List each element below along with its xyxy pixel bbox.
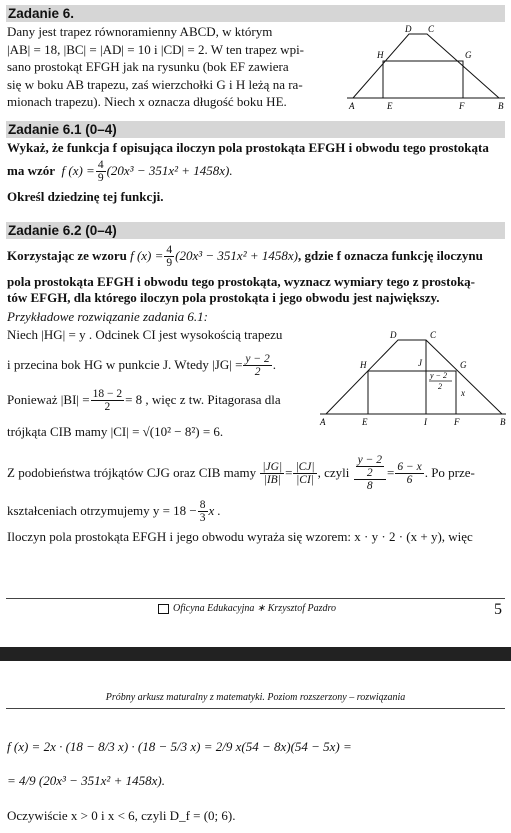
fig2-label-A: A: [320, 417, 326, 427]
task6-line3: sano prostokąt EFGH jak na rysunku (bok EF zawiera: [7, 59, 289, 74]
task6-line1: Dany jest trapez równoramienny ABCD, w którym: [7, 24, 273, 39]
task61-line1: Wykaż, że funkcja f opisująca iloczyn pola prostokąta EFGH i obwodu tego prostokąta: [7, 140, 489, 155]
fig2-label-B: B: [500, 417, 506, 427]
fig2-label-I: I: [424, 417, 427, 427]
fig-label-H: H: [377, 50, 384, 60]
solution-line4: trójkąta CIB mamy |CI| = √(10² − 8²) = 6.: [7, 424, 224, 439]
fig-label-D: D: [405, 24, 412, 34]
task61-line3: Określ dziedzinę tej funkcji.: [7, 189, 164, 204]
footer-publisher: Oficyna Edukacyjna ∗ Krzysztof Pazdro: [158, 603, 336, 614]
fig-label-G: G: [465, 50, 472, 60]
trapezoid-figure-2: [318, 330, 508, 430]
footer-rule: [6, 598, 505, 599]
fig-label-C: C: [428, 24, 435, 34]
fig2-frac-num: y − 2: [430, 371, 447, 380]
fig2-label-x: x: [461, 388, 465, 398]
solution-line1: Niech |HG| = y . Odcinek CI jest wysokością trapezu: [7, 327, 283, 342]
task62-line2: pola prostokąta EFGH i obwodu tego prostokąta, wyznacz wymiary tego z prostoką-: [7, 274, 475, 289]
task6-line5: mionach trapezu). Niech x oznacza długość boku HE.: [7, 94, 287, 109]
trapezoid-figure: [345, 24, 507, 112]
fig2-label-G: G: [460, 360, 467, 370]
fraction-4-9: $\frac{4}{9}$: [97, 158, 104, 184]
fig2-frac-den: 2: [438, 382, 442, 391]
fig2-label-J: J: [418, 358, 422, 368]
fig-label-A: A: [349, 101, 355, 111]
task6-text: [7, 23, 347, 111]
fig2-label-E: E: [362, 417, 368, 427]
fig-label-F: F: [459, 101, 465, 111]
page2-header: Próbny arkusz maturalny z matematyki. Poziom rozszerzony – rozwiązania: [105, 692, 406, 703]
page-break-band: [0, 647, 511, 661]
publisher-logo-icon: [158, 604, 169, 614]
fig2-label-D: D: [390, 330, 397, 340]
fig-label-B: B: [498, 101, 504, 111]
fig2-label-H: H: [360, 360, 367, 370]
task6-line2: |AB| = 18, |BC| = |AD| = 10 i |CD| = 2. W ten trapez wpi-: [7, 41, 305, 57]
task61-line2: ma wzór f (x) = $\frac{4}{9}$ (20x³ − 351x² + 1458x).: [7, 158, 233, 184]
page2-formula3: Oczywiście x > 0 i x < 6, czyli D_f = (0; 6).: [7, 808, 236, 823]
task6-header: Zadanie 6.: [6, 5, 505, 22]
task62-line1: Korzystając ze wzoru f (x) = $\frac{4}{9}$ (20x³ − 351x² + 1458x) , gdzie f oznacza funkcję iloczynu: [7, 243, 483, 269]
task62-header: Zadanie 6.2 (0–4): [6, 222, 505, 239]
page-number: 5: [494, 601, 502, 618]
fig2-label-C: C: [430, 330, 437, 340]
solution-line6: kształceniach otrzymujemy y = 18 − $\frac{8}{3}$ x .: [7, 498, 221, 524]
solution-title: Przykładowe rozwiązanie zadania 6.1:: [7, 309, 209, 324]
solution-line5: Z podobieństwa trójkątów CJG oraz CIB mamy $\frac{|JG|}{|IB|}$ = $\frac{|CJ|}{|CI|}$ , czyli $\frac{\frac{y - 2}{2}}{8}$ = $\frac{6 - x}{6}$ . Po prze-: [7, 454, 475, 492]
solution-line3: Ponieważ |BI| = $\frac{18 - 2}{2}$ = 8 , więc z tw. Pitagorasa dla: [7, 387, 281, 413]
task62-line3: tów EFGH, dla którego iloczyn pola prostokąta i jego obwodu jest największy.: [7, 290, 440, 305]
solution-line7: Iloczyn pola prostokąta EFGH i jego obwodu wyraża się wzorem: x · y · 2 · (x + y), więc: [7, 529, 473, 544]
page2-formula2: = 4/9 (20x³ − 351x² + 1458x).: [7, 773, 165, 788]
task61-header: Zadanie 6.1 (0–4): [6, 121, 505, 138]
task6-line4: się w boku AB trapezu, zaś wierzchołki G i H leżą na ra-: [7, 76, 303, 92]
fig-label-E: E: [387, 101, 393, 111]
page2-formula1: f (x) = 2x · (18 − 8/3 x) · (18 − 5/3 x) = 2/9 x(54 − 8x)(54 − 5x) =: [7, 739, 352, 754]
page2-header-rule: [6, 708, 505, 709]
solution-line2: i przecina bok HG w punkcie J. Wtedy |JG| = $\frac{y - 2}{2}$ .: [7, 352, 277, 378]
fig2-label-F: F: [454, 417, 460, 427]
